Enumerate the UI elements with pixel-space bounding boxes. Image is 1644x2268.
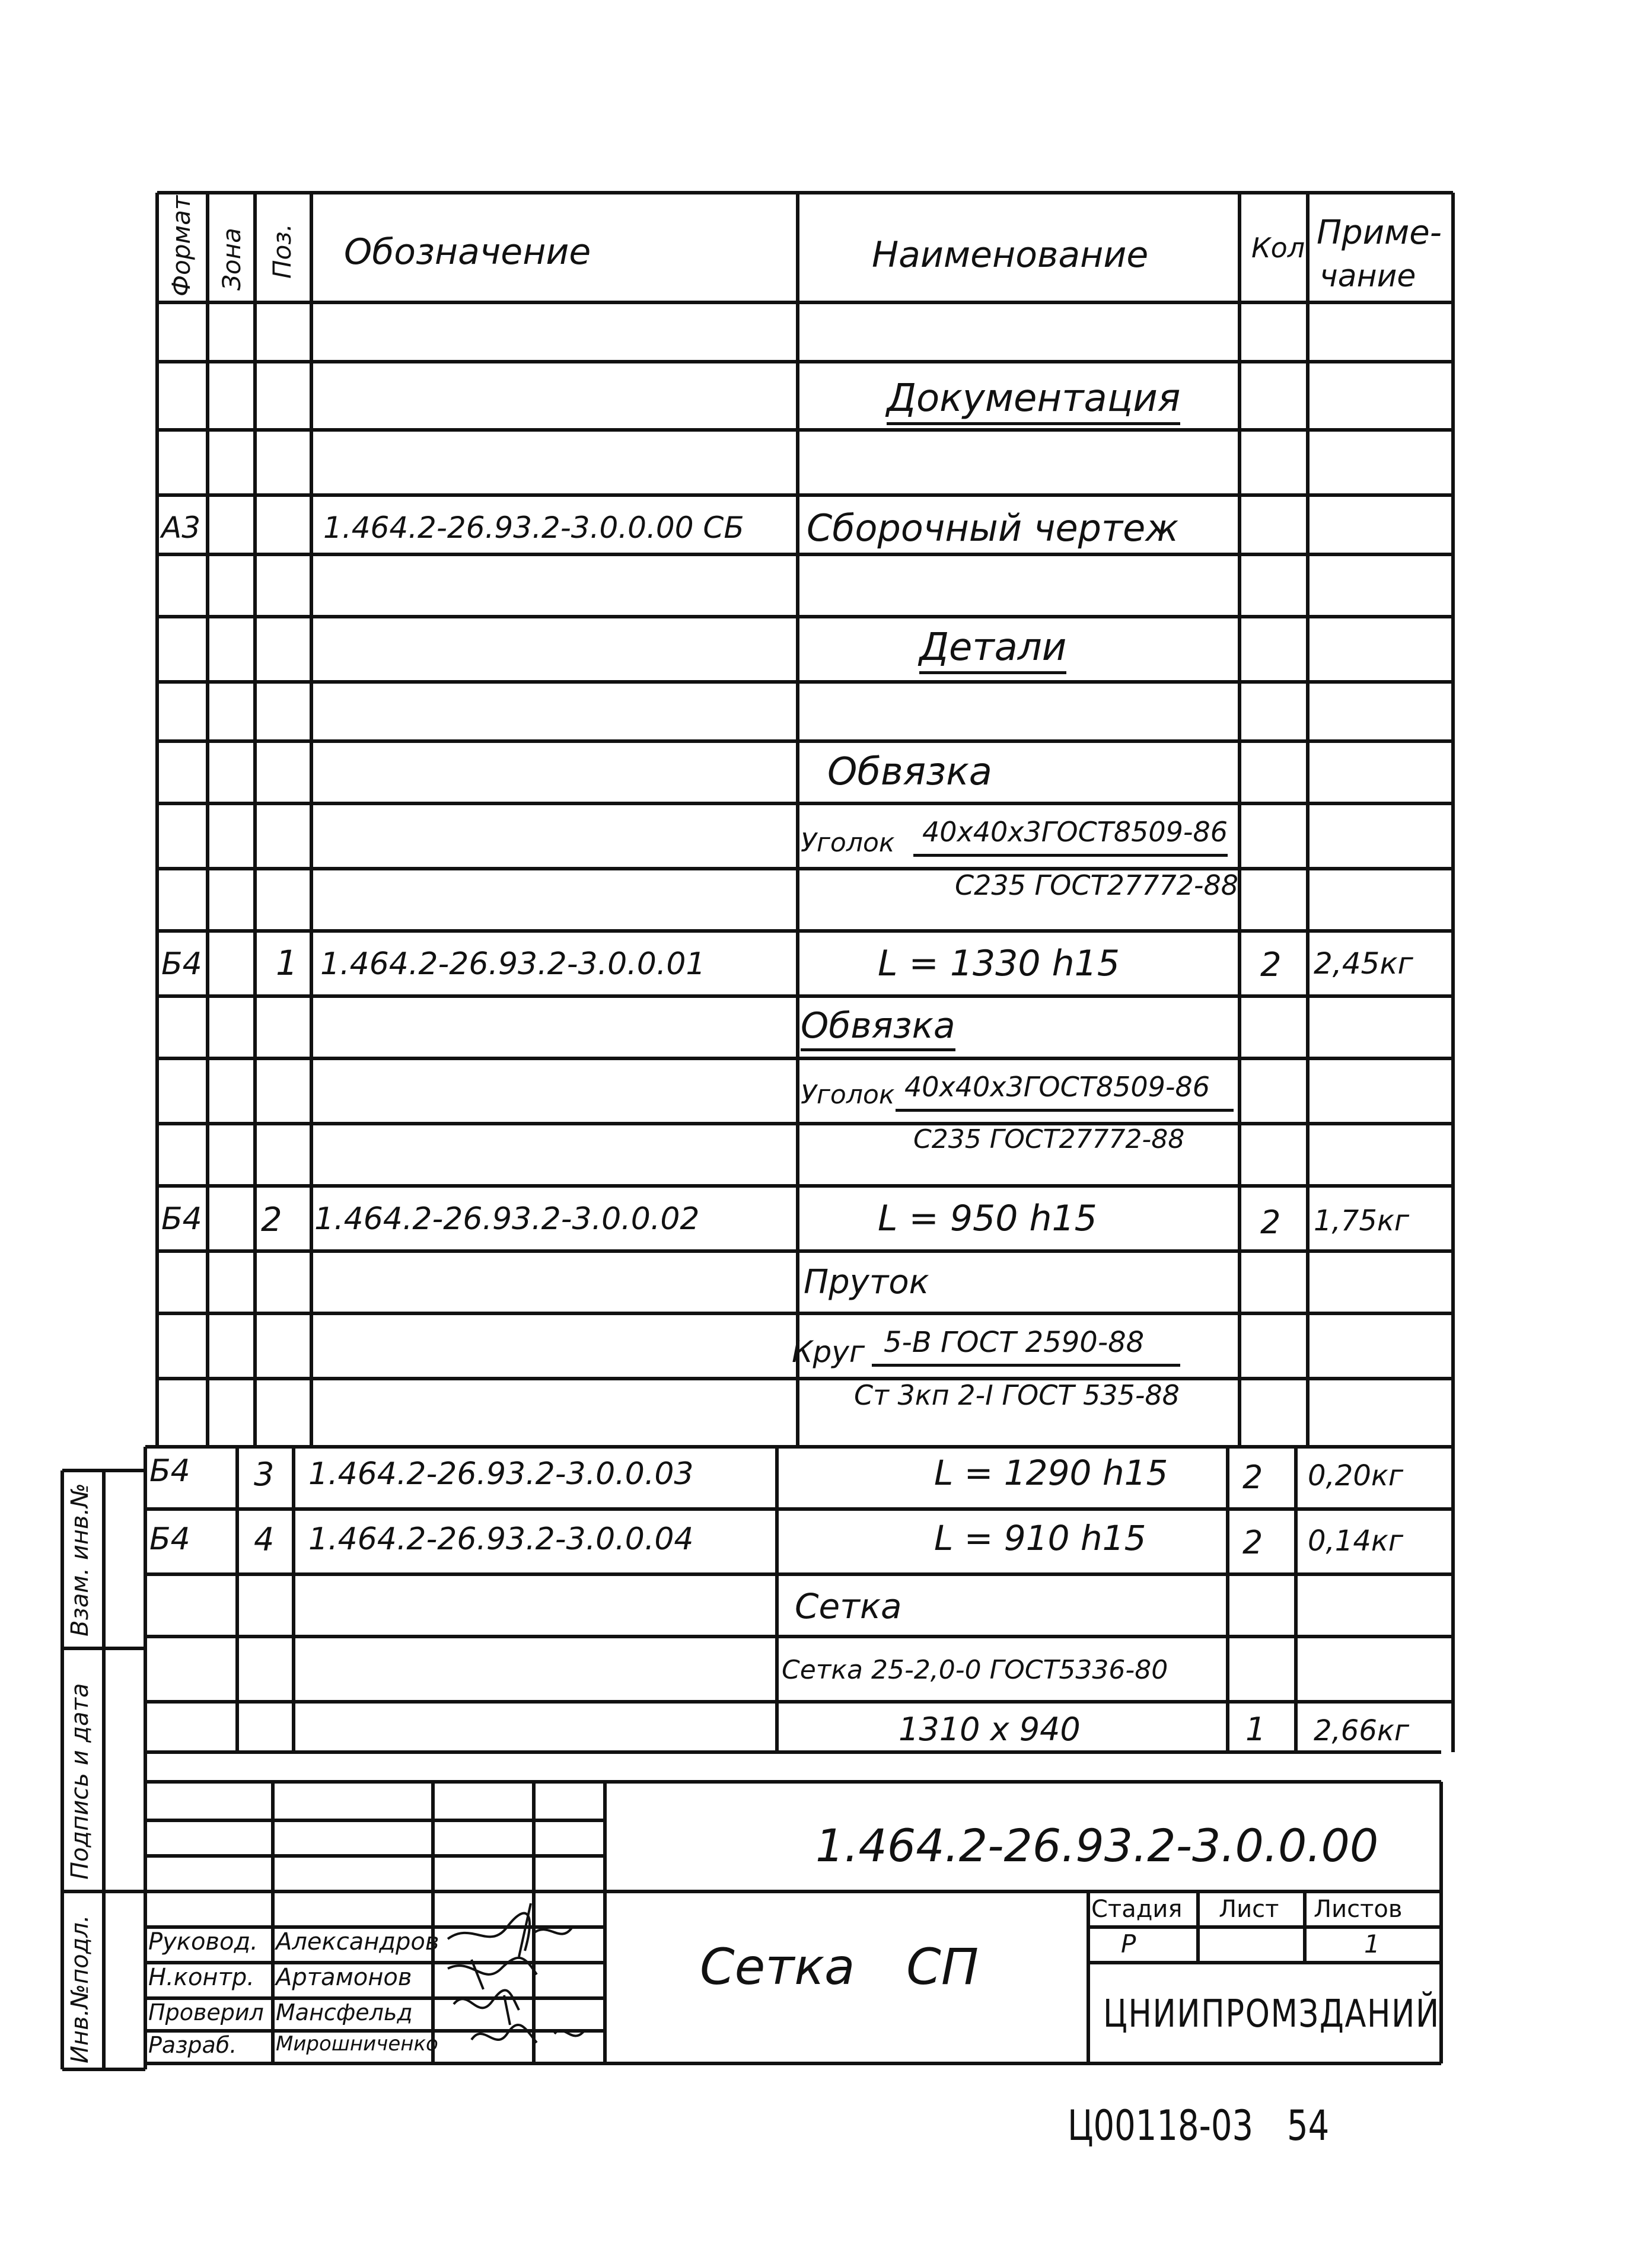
pos1-pos: 1	[276, 943, 298, 983]
assembly-designation: 1.464.2-26.93.2-3.0.0.00 СБ	[323, 511, 744, 545]
rod-material-top: 5-В ГОСТ 2590-88	[884, 1326, 1145, 1359]
pos2-designation: 1.464.2-26.93.2-3.0.0.02	[314, 1201, 700, 1237]
title-block-org: ЦНИИПРОМЗДАНИЙ	[1103, 1992, 1440, 2036]
obv2-title: Обвязка	[801, 1008, 955, 1051]
header-zone: Зона	[217, 228, 246, 291]
obv1-material-top: 40х40х3ГОСТ8509-86	[922, 816, 1228, 848]
pos3-qty: 2	[1242, 1459, 1263, 1496]
title-block-sheets-label: Листов	[1314, 1896, 1403, 1923]
person-4: Мирошниченко	[276, 2032, 438, 2056]
section-documentation: Документация	[887, 379, 1180, 425]
role-1: Руковод.	[148, 1928, 258, 1956]
header-designation: Обозначение	[344, 231, 591, 273]
person-3: Мансфельд	[276, 1999, 413, 2025]
rod-fraction-line	[872, 1364, 1180, 1367]
pos4-qty: 2	[1242, 1524, 1263, 1561]
side-stamp-vzam: Взам. инв.№	[66, 1483, 94, 1637]
pos4-pos: 4	[254, 1521, 275, 1558]
obv2-fraction-line	[896, 1109, 1234, 1112]
section-details: Детали	[919, 629, 1066, 674]
mesh-qty: 1	[1245, 1711, 1266, 1748]
pos1-name: L = 1330 h15	[878, 943, 1120, 984]
obv2-material-top: 40х40х3ГОСТ8509-86	[904, 1071, 1210, 1103]
person-2: Артамонов	[276, 1964, 412, 1991]
pos3-name: L = 1290 h15	[934, 1453, 1168, 1493]
header-qty: Кол	[1251, 232, 1305, 264]
obv1-title: Обвязка	[827, 750, 992, 794]
pos1-qty: 2	[1260, 946, 1282, 984]
title-block-sheet-label: Лист	[1219, 1896, 1279, 1923]
title-block-stage-value: Р	[1121, 1929, 1136, 1958]
role-2: Н.контр.	[148, 1964, 254, 1991]
pos1-designation: 1.464.2-26.93.2-3.0.0.01	[320, 946, 706, 982]
signature-1b	[519, 1903, 572, 1957]
pos2-note: 1,75кг	[1314, 1204, 1410, 1237]
title-block-sheets-value: 1	[1364, 1929, 1380, 1958]
header-name: Наименование	[872, 234, 1149, 276]
signature-4	[471, 2025, 584, 2043]
rod-title: Пруток	[804, 1263, 929, 1302]
pos2-name: L = 950 h15	[878, 1198, 1097, 1239]
pos3-note: 0,20кг	[1308, 1459, 1404, 1492]
obv2-material-prefix: Уголок	[801, 1080, 895, 1110]
rod-material-prefix: Круг	[792, 1335, 865, 1369]
pos2-format: Б4	[161, 1201, 202, 1237]
pos2-qty: 2	[1260, 1204, 1281, 1241]
pos4-format: Б4	[149, 1521, 190, 1557]
obv1-material-prefix: Уголок	[801, 828, 895, 858]
pos3-pos: 3	[254, 1456, 275, 1493]
signature-scribbles	[436, 1886, 608, 2063]
signature-3	[454, 1990, 519, 2025]
pos3-designation: 1.464.2-26.93.2-3.0.0.03	[308, 1456, 694, 1492]
mesh-note: 2,66кг	[1314, 1714, 1410, 1747]
rod-material-bottom: Ст 3кп 2-I ГОСТ 535-88	[854, 1379, 1180, 1411]
mesh-material: Сетка 25-2,0-0 ГОСТ5336-80	[782, 1655, 1168, 1685]
header-note-line1: Приме-	[1317, 213, 1442, 252]
title-block-code: 1.464.2-26.93.2-3.0.0.00	[815, 1819, 1379, 1872]
assembly-format: А3	[161, 511, 201, 545]
pos4-note: 0,14кг	[1308, 1524, 1404, 1558]
header-format: Формат	[167, 195, 196, 296]
title-block-title: Сетка СП	[700, 1938, 979, 1996]
obv1-fraction-line	[913, 854, 1228, 857]
pos1-format: Б4	[161, 946, 202, 982]
assembly-name: Сборочный чертеж	[807, 506, 1179, 550]
header-pos: Поз.	[267, 224, 297, 279]
mesh-title: Сетка	[795, 1586, 902, 1626]
side-stamp-podpis: Подпись и дата	[66, 1683, 94, 1880]
role-4: Разраб.	[148, 2032, 237, 2058]
pos4-name: L = 910 h15	[934, 1518, 1146, 1558]
obv2-material-bottom: С235 ГОСТ27772-88	[913, 1124, 1185, 1154]
person-1: Александров	[276, 1928, 439, 1956]
footer-page: 54	[1287, 2101, 1330, 2150]
header-note-line2: чание	[1320, 259, 1416, 294]
signature-1	[448, 1913, 530, 1951]
signature-2	[448, 1958, 537, 1989]
side-stamp-inv: Инв.№подл.	[66, 1915, 94, 2063]
title-block-stage-label: Стадия	[1091, 1896, 1183, 1923]
pos2-pos: 2	[261, 1201, 282, 1239]
pos1-note: 2,45кг	[1314, 946, 1413, 981]
pos3-format: Б4	[149, 1453, 190, 1489]
role-3: Проверил	[148, 1999, 264, 2025]
mesh-name: 1310 х 940	[899, 1711, 1081, 1748]
footer-doc-code: Ц00118-03	[1068, 2101, 1254, 2150]
pos4-designation: 1.464.2-26.93.2-3.0.0.04	[308, 1521, 694, 1557]
obv1-material-bottom: С235 ГОСТ27772-88	[955, 869, 1239, 901]
